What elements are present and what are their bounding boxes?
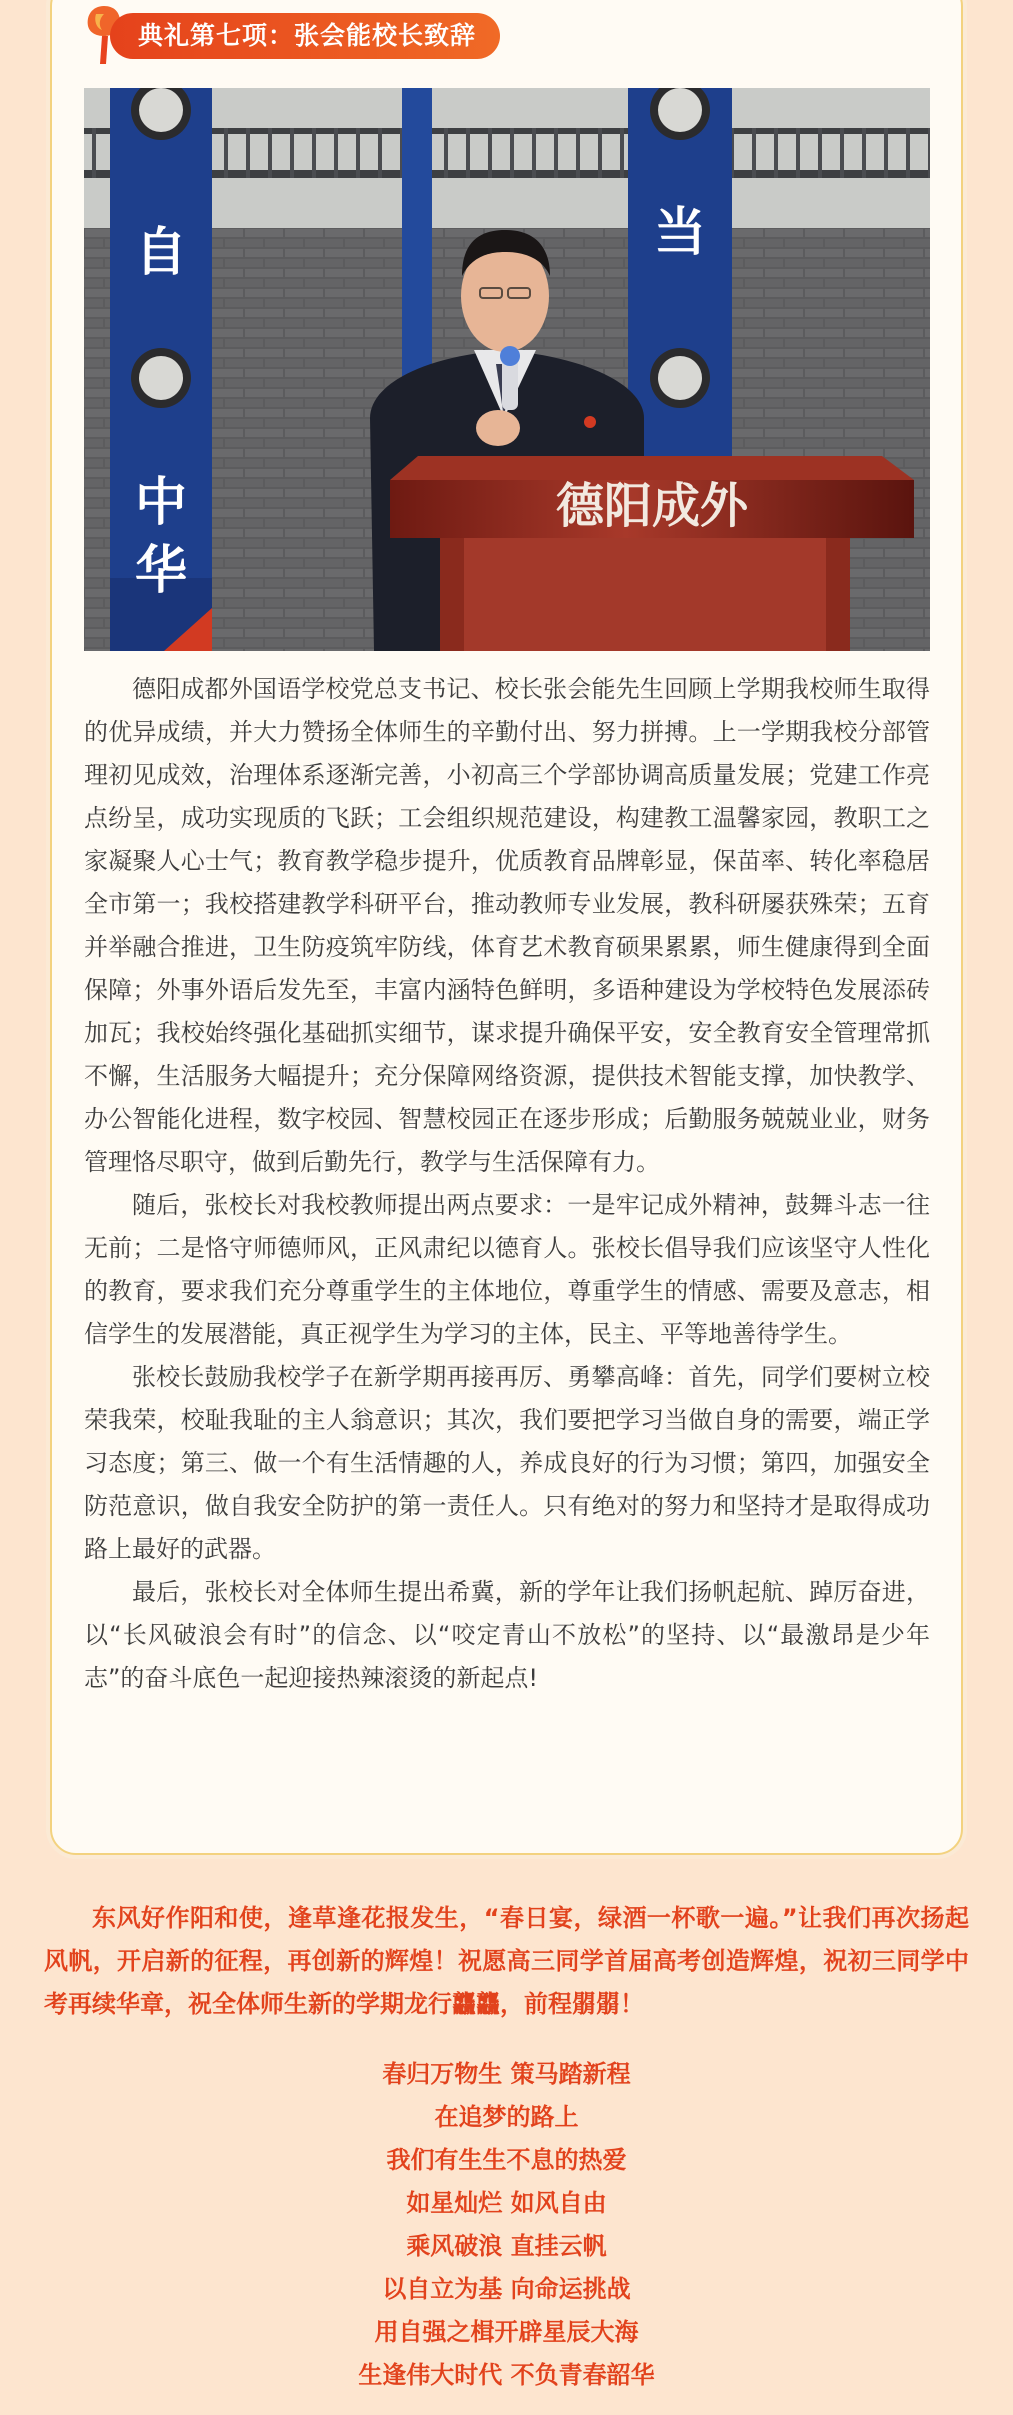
railing-bar (862, 128, 866, 178)
railing-bar (246, 128, 250, 178)
railing-bar (488, 128, 492, 178)
closing-paragraph: 东风好作阳和使，逢草逢花报发生，“春日宴，绿酒一杯歌一遍。”让我们再次扬起风帆，开启新的征程，再创新的辉煌！祝愿高三同学首届高考创造辉煌，祝初三同学中考再续华章，祝全体师生新的学期龙行龘龘，前程朤朤！ (44, 1904, 969, 2018)
railing-bar (312, 128, 316, 178)
railing-bar (774, 128, 778, 178)
poem-line: 用自强之楫开辟星辰大海 (374, 2318, 639, 2346)
railing-bar (290, 128, 294, 178)
article-body (84, 668, 930, 1700)
railing-bar (840, 128, 844, 178)
section-badge: 典礼第七项：张会能校长致辞 (110, 13, 500, 59)
article-paragraph-3: 张校长鼓励我校学子在新学期再接再厉、勇攀高峰：首先，同学们要树立校荣我荣，校耻我耻的主人翁意识；其次，我们要把学习当做自身的需要，端正学习态度；第三、做一个有生活情趣的人，养成良好的行为习惯；第四，加强安全防范意识，做自我安全防护的第一责任人。只有绝对的努力和坚持才是取得成功路上最好的武器。 (84, 1363, 930, 1563)
railing-bar (752, 128, 756, 178)
poem-line: 春归万物生 策马踏新程 (382, 2060, 631, 2088)
railing-bar (554, 128, 558, 178)
poem-line: 乘风破浪 直挂云帆 (406, 2232, 607, 2260)
poem-line: 在追梦的路上 (434, 2103, 579, 2131)
podium-text: 德阳成外 (555, 478, 749, 534)
railing-bar (92, 128, 96, 178)
railing-bar (334, 128, 338, 178)
article-paragraph-1: 德阳成都外国语学校党总支书记、校长张会能先生回顾上学期我校师生取得的优异成绩，并大力赞扬全体师生的辛勤付出、努力拼搏。上一学期我校分部管理初见成效，治理体系逐渐完善，小初高三个学部协调高质量发展；党建工作亮点纷呈，成功实现质的飞跃；工会组织规范建设，构建教工温馨家园，教职工之家凝聚人心士气；教育教学稳步提升，优质教育品牌彰显，保苗率、转化率稳居全市第一；我校搭建教学科研平台，推动教师专业发展，教科研屡获殊荣；五育并举融合推进，卫生防疫筑牢防线，体育艺术教育硕果累累，师生健康得到全面保障；外事外语后发先至，丰富内涵特色鲜明，多语种建设为学校特色发展添砖加瓦；我校始终强化基础抓实细节，谋求提升确保平安，安全教育安全管理常抓不懈，生活服务大幅提升；充分保障网络资源，提供技术智能支撑，加快教学、办公智能化进程，数字校园、智慧校园正在逐步形成；后勤服务兢兢业业，财务管理恪尽职守，做到后勤先行，教学与生活保障有力。 (84, 675, 930, 1176)
railing-bar (268, 128, 272, 178)
railing-bar (378, 128, 382, 178)
railing-bar (466, 128, 470, 178)
poem-block (0, 2053, 1013, 2397)
banner-left-char-3: 华 (134, 541, 188, 601)
railing-bar (598, 128, 602, 178)
railing-bar (224, 128, 228, 178)
railing-bar (620, 128, 624, 178)
article-paragraph-2: 随后，张校长对我校教师提出两点要求：一是牢记成外精神，鼓舞斗志一往无前；二是恪守师德师风，正风肃纪以德育人。张校长倡导我们应该坚守人性化的教育，要求我们充分尊重学生的主体地位，尊重学生的情感、需要及意志，相信学生的发展潜能，真正视学生为学习的主体，民主、平等地善待学生。 (84, 1191, 930, 1348)
railing-bar (796, 128, 800, 178)
railing-bar (576, 128, 580, 178)
banner-right-char-1: 当 (653, 203, 707, 263)
article-paragraph-4: 最后，张校长对全体师生提出希冀，新的学年让我们扬帆起航、踔厉奋进，以“长风破浪会有时”的信念、以“咬定青山不放松”的坚持、以“最激昂是少年志”的奋斗底色一起迎接热辣滚烫的新起点! (84, 1578, 930, 1692)
railing-bar (532, 128, 536, 178)
speech-photo-illustration (84, 88, 930, 651)
railing-bar (928, 128, 930, 178)
poem-line: 如星灿烂 如风自由 (406, 2189, 607, 2217)
speech-photo (84, 88, 930, 651)
railing-bar (906, 128, 910, 178)
banner-left-char-2: 中 (134, 473, 188, 533)
railing-bar (818, 128, 822, 178)
podium (390, 456, 914, 651)
railing-bar (444, 128, 448, 178)
poem-line: 以自立为基 向命运挑战 (382, 2275, 631, 2303)
poem-line: 我们有生生不息的热爱 (386, 2146, 627, 2174)
railing-bar (884, 128, 888, 178)
railing-bar (356, 128, 360, 178)
banner-left-char-1: 自 (134, 223, 188, 283)
poem-line: 生逢伟大时代 不负青春韶华 (358, 2361, 655, 2389)
railing-bar (510, 128, 514, 178)
